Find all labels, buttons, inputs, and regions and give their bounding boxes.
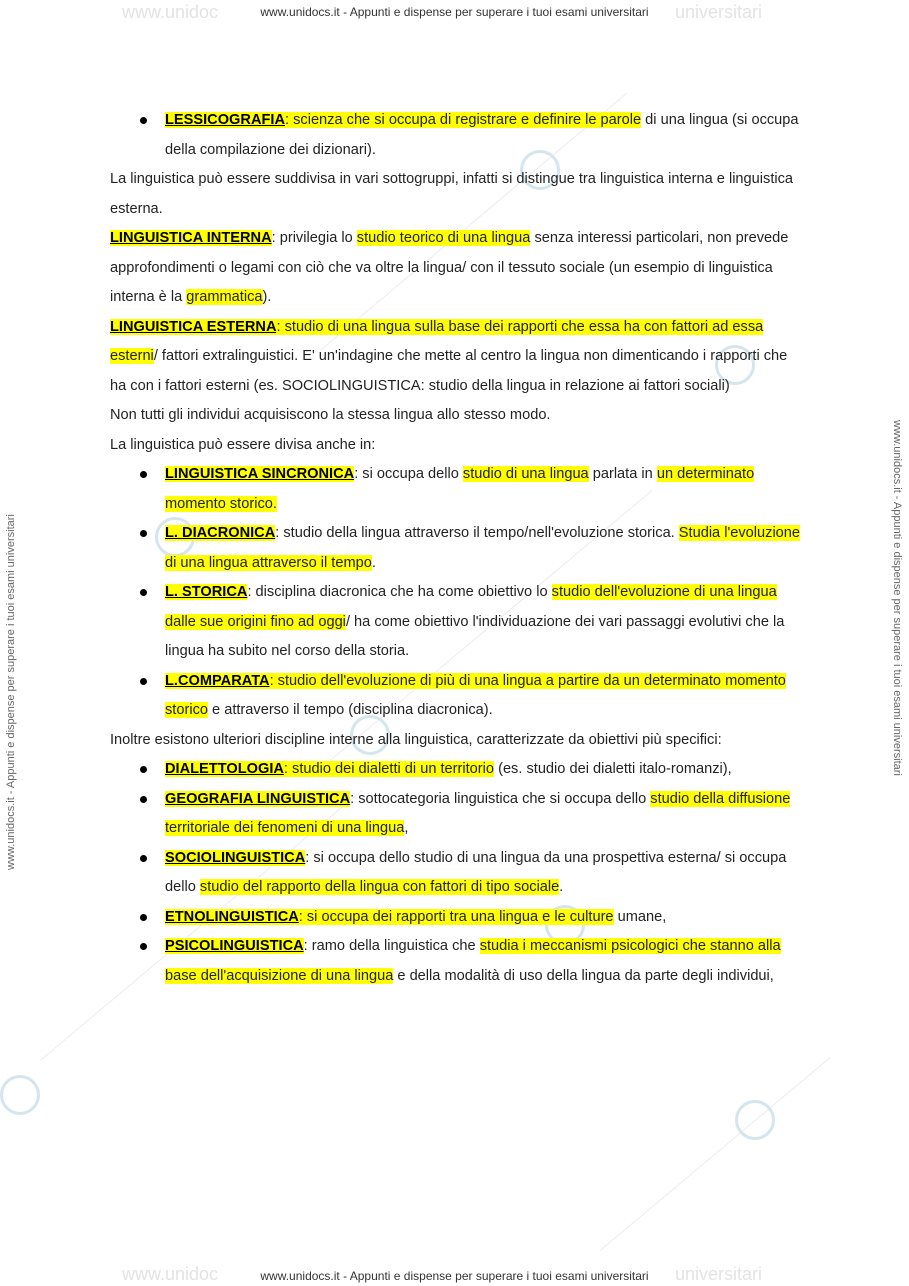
list-item-dialettologia (110, 755, 805, 785)
text: : privilegia lo (271, 230, 357, 246)
watermark-logo-icon (0, 1075, 40, 1115)
text: parlata in (588, 466, 657, 482)
list-item-etnolinguistica (110, 903, 805, 933)
list-item-lessicografia (110, 106, 805, 165)
term: LINGUISTICA INTERNA (110, 230, 272, 246)
text: : si occupa dello studio di una lingua da una prospettiva esterna/ si occupa dello (165, 849, 787, 895)
text: e della modalità di uso della lingua da parte degli individui, (393, 967, 774, 984)
list-item-storica (110, 578, 805, 667)
term: LINGUISTICA SINCRONICA (165, 466, 355, 482)
term: DIALETTOLOGIA (165, 761, 284, 777)
right-side-watermark: www.unidocs.it - Appunti e dispense per superare i tuoi esami universitari (891, 420, 903, 776)
highlight: studia i meccanismi psicologici che stanno alla base dell'acquisizione di una lingua (165, 938, 781, 984)
highlight: grammatica (186, 289, 263, 305)
text: umane, (613, 908, 667, 925)
text: : ramo della linguistica che (303, 938, 480, 954)
faint-watermark-right: universitari (675, 2, 763, 22)
term: ETNOLINGUISTICA (165, 908, 299, 925)
highlight: studio del rapporto della lingua con fattori di tipo sociale (199, 879, 560, 895)
highlight: studio di una lingua (462, 466, 589, 482)
paragraph: La linguistica può essere suddivisa in vari sottogruppi, infatti si distingue tra linguistica interna e linguistica esterna. (110, 171, 794, 217)
text: , (404, 820, 409, 836)
text: e attraverso il tempo (disciplina diacronica). (207, 702, 493, 718)
term: L. DIACRONICA (165, 525, 276, 541)
paragraph: La linguistica può essere divisa anche in: (110, 436, 376, 453)
faint-watermark-left: www.unidoc (122, 2, 219, 22)
list-item-comparata (110, 667, 805, 726)
highlight: : studio dell'evoluzione di più di una lingua a partire da un determinato momento storico (165, 672, 786, 718)
text: : sottocategoria linguistica che si occupa dello (350, 790, 651, 807)
bullet-list (110, 460, 805, 726)
paragraph: Non tutti gli individui acquisiscono la stessa lingua allo stesso modo. (110, 407, 551, 423)
highlight: studio teorico di una lingua (356, 230, 531, 246)
term: L. STORICA (165, 584, 248, 600)
text: : studio della lingua attraverso il tempo/nell'evoluzione storica. (275, 525, 679, 541)
text: . (371, 554, 376, 571)
faint-watermark-right: universitari (675, 1264, 763, 1284)
text: . (559, 879, 564, 895)
document-body (110, 106, 805, 991)
text: senza interessi particolari, non prevede approfondimenti o legami con ciò che va oltre la lingua/ con il tessuto sociale (un esempio di linguistica interna è la (110, 230, 789, 305)
paragraph-linguistica-esterna (110, 313, 805, 402)
term: LINGUISTICA ESTERNA (110, 318, 277, 335)
term: GEOGRAFIA LINGUISTICA (165, 790, 351, 807)
term: PSICOLINGUISTICA (165, 938, 304, 954)
highlight: studio dell'evoluzione di una lingua dalle sue origini fino ad oggi (165, 584, 777, 630)
text: / fattori extralinguistici. E' un'indagine che mette al centro la lingua non dimenticando i rapporti che ha con i fattori esterni (es. SOCIOLINGUISTICA: studio della lingua in relazione ai fattori sociali) (110, 348, 788, 394)
watermark-logo-icon (735, 1100, 775, 1140)
list-item-diacronica (110, 519, 805, 578)
highlight: studio della diffusione territoriale dei fenomeni di una lingua (165, 790, 791, 836)
text: ). (262, 289, 272, 305)
highlight: : si occupa dei rapporti tra una lingua e le culture (298, 908, 614, 925)
bullet-list (110, 755, 805, 991)
highlight: : studio dei dialetti di un territorio (283, 761, 495, 777)
list-item-sociolinguistica (110, 844, 805, 903)
faint-watermark-left: www.unidoc (122, 1264, 219, 1284)
text: : disciplina diacronica che ha come obiettivo lo (247, 584, 552, 600)
list-item-geografia-linguistica (110, 785, 805, 844)
highlight: : studio di una lingua sulla base dei rapporti che essa ha con fattori ad essa esterni (110, 318, 764, 364)
text: (es. studio dei dialetti italo-romanzi), (494, 761, 732, 777)
term: SOCIOLINGUISTICA (165, 849, 306, 866)
text: di una lingua (si occupa della compilazione dei dizionari). (165, 112, 799, 158)
watermark-line (600, 1057, 830, 1251)
left-side-watermark: www.unidocs.it - Appunti e dispense per superare i tuoi esami universitari (5, 514, 17, 870)
list-item-psicolinguistica (110, 932, 805, 991)
paragraph-linguistica-interna (110, 224, 805, 313)
highlight: : scienza che si occupa di registrare e definire le parole (285, 112, 642, 128)
footer-watermark: www.unidocs.it - Appunti e dispense per superare i tuoi esami universitari (260, 1269, 649, 1283)
header-watermark: www.unidocs.it - Appunti e dispense per superare i tuoi esami universitari (260, 5, 649, 19)
highlight: Studia l'evoluzione di una lingua attraverso il tempo (165, 525, 801, 571)
text: / ha come obiettivo l'individuazione dei vari passaggi evolutivi che la lingua ha subito nel corso della storia. (165, 613, 785, 659)
text: : si occupa dello (354, 466, 463, 482)
highlight: un determinato momento storico. (165, 466, 755, 512)
term: L.COMPARATA (165, 672, 270, 689)
term: LESSICOGRAFIA (165, 112, 285, 128)
bullet-list (110, 106, 805, 165)
paragraph: Inoltre esistono ulteriori discipline interne alla linguistica, caratterizzate da obiettivi più specifici: (110, 731, 722, 748)
list-item-sincronica (110, 460, 805, 519)
